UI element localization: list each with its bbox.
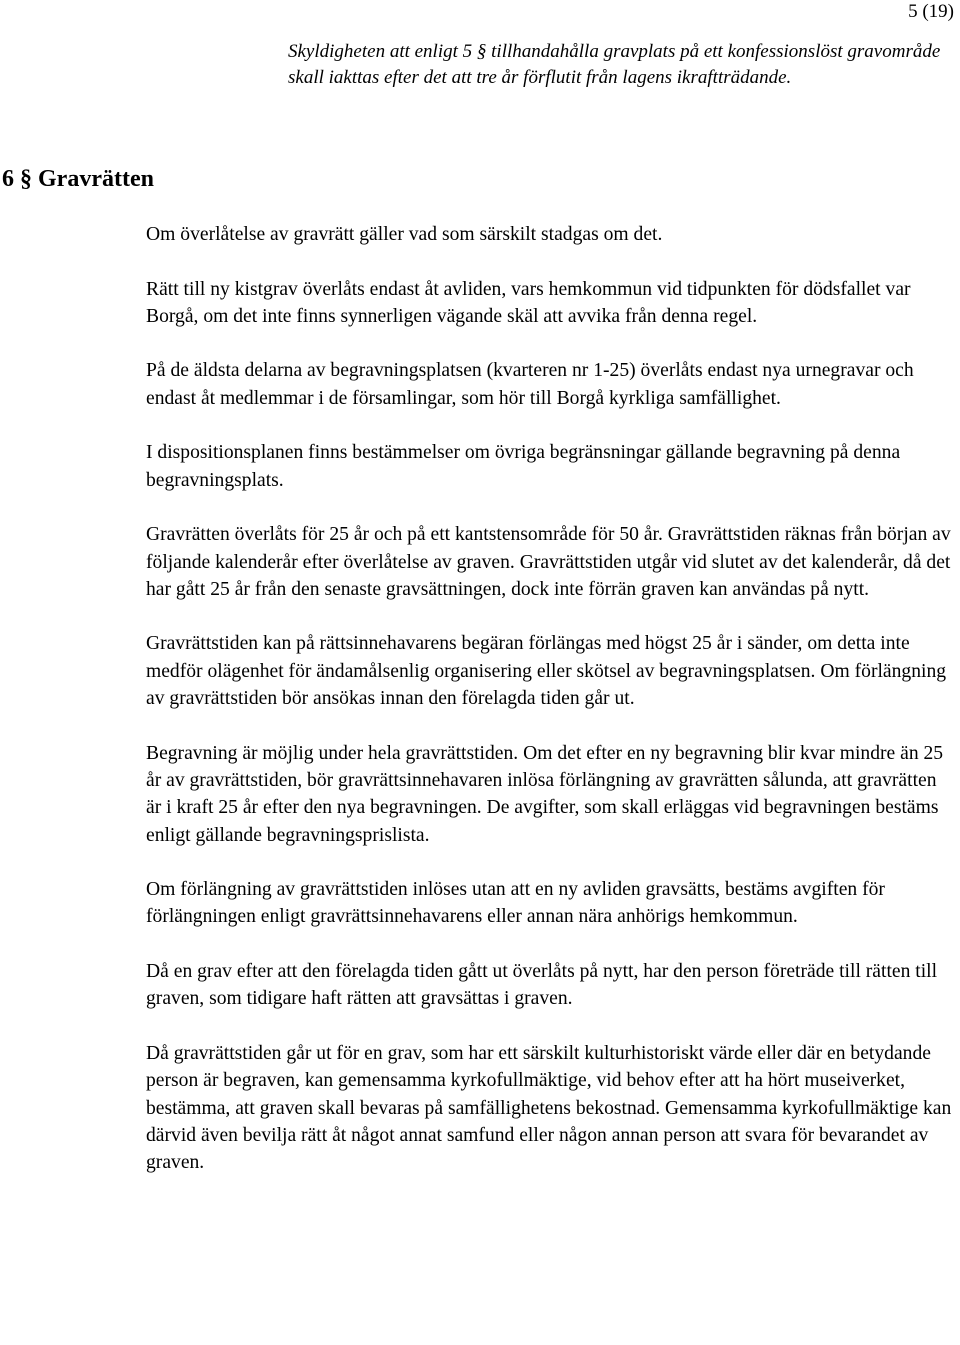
paragraph: I dispositionsplanen finns bestämmelser om övriga begränsningar gällande begravning på denna begravningsplats. <box>146 442 901 491</box>
paragraph: Gravrättstiden kan på rättsinnehavarens begäran förlängas med högst 25 år i sänder, om detta inte medför olägenhet för ändamålsenlig organisering eller skötsel av begravningsplatsen. Om förlängning av gravrättstiden bör ansökas innan den förelagda tiden går ut. <box>146 633 947 710</box>
paragraph: Om förlängning av gravrättstiden inlöses utan att en ny avliden gravsätts, bestäms avgiften för förlängningen enligt gravrättsinnehavarens eller annan nära anhörigs hemkommun. <box>146 879 885 928</box>
page-number: 5 (19) <box>908 1 954 22</box>
paragraph: Då gravrättstiden går ut för en grav, som har ett särskilt kulturhistoriskt värde eller där en betydande person är begraven, kan gemensamma kyrkofullmäktige, vid behov efter att ha hört museiverket, bestämma, att graven skall bevaras på samfällighetens bekostnad. Gemensamma kyrkofullmäktige kan därvid även bevilja rätt åt något annat samfund eller någon annan person att svara för bevarandet av graven. <box>146 1042 952 1174</box>
paragraph: Då en grav efter att den förelagda tiden gått ut överlåts på nytt, har den person företräde till rätten till graven, som tidigare haft rätten att gravsättas i graven. <box>146 961 938 1010</box>
paragraph: Om överlåtelse av gravrätt gäller vad som särskilt stadgas om det. <box>146 224 663 245</box>
paragraph: Gravrätten överlåts för 25 år och på ett kantstensområde för 50 år. Gravrättstiden räknas från början av följande kalenderår efter överlåtelse av graven. Gravrättstiden utgår vid slutet av det kalenderår, då det har gått 25 år från den senaste gravsättningen, dock inte förrän graven kan användas på nytt. <box>146 524 951 600</box>
paragraph: På de äldsta delarna av begravningsplatsen (kvarteren nr 1-25) överlåts endast nya urnegravar och endast åt medlemmar i de församlingar, som hör till Borgå kyrkliga samfällighet. <box>146 360 914 409</box>
section-heading: 6 § Gravrätten <box>2 166 154 192</box>
paragraph: Begravning är möjlig under hela gravrättstiden. Om det efter en ny begravning blir kvar mindre än 25 år av gravrättstiden, bör gravrättsinnehavaren inlösa förlängning av gravrätten sålunda, att gravrätten är i kraft 25 år efter den nya begravningen. De avgifter, som skall erläggas vid begravningen bestäms enligt gällande begravningsprislista. <box>146 742 944 846</box>
paragraph: Rätt till ny kistgrav överlåts endast åt avliden, vars hemkommun vid tidpunkten för dödsfallet var Borgå, om det inte finns synnerligen vägande skäl att avvika från denna regel. <box>146 278 911 327</box>
intro-italic-text: Skyldigheten att enligt 5 § tillhandahålla gravplats på ett konfessionslöst gravområde skall iakttas efter det att tre år förflutit från lagens ikraftträdande. <box>288 41 941 88</box>
section-body <box>146 221 954 1204</box>
